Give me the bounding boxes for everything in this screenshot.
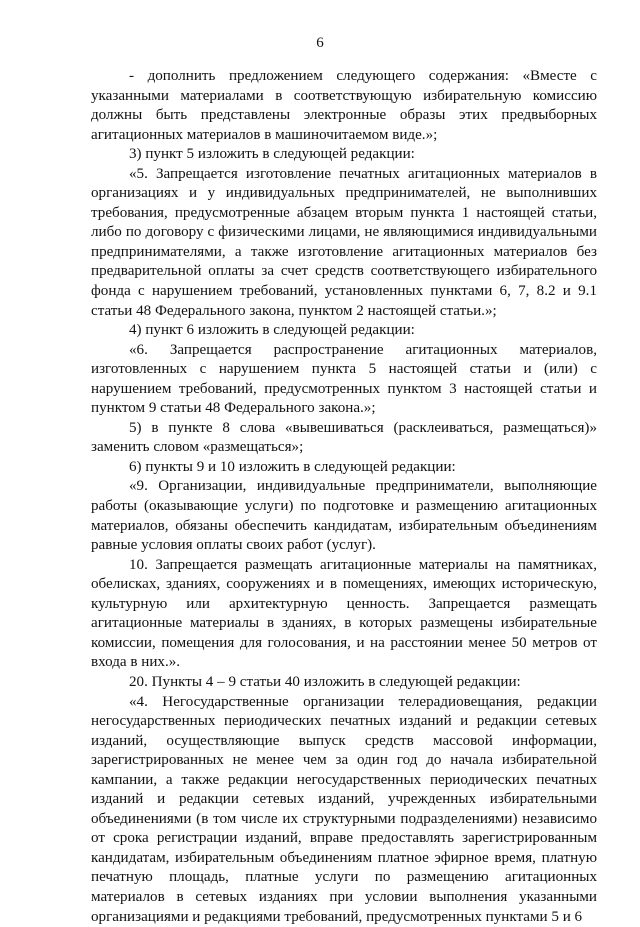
document-body: [91, 67, 597, 927]
paragraph-clause-6: «6. Запрещается распространение агитационных материалов, изготовленных с нарушением пункта 5 настоящей статьи и (или) с нарушением требований, предусмотренных пунктом 3 настоящей статьи и пунктом 9 статьи 48 Федерального закона.»;: [91, 341, 597, 419]
paragraph-clause-5: «5. Запрещается изготовление печатных агитационных материалов в организациях и у индивидуальных предпринимателей, не выполнивших требования, предусмотренные абзацем вторым пункта 1 настоящей статьи, либо по договору с физическими лицами, не являющимися индивидуальными предпринимателями, а также изготовление агитационных материалов без предварительной оплаты за счет средств соответствующего избирательного фонда с нарушением требований, установленных пунктами 6, 7, 8.2 и 9.1 статьи 48 Федерального закона, пунктом 2 настоящей статьи.»;: [91, 165, 597, 321]
page-number: 6: [0, 34, 640, 52]
paragraph-clause-9: «9. Организации, индивидуальные предприниматели, выполняющие работы (оказывающие услуги) по подготовке и размещению агитационных материалов, обязаны обеспечить кандидатам, избирательным объединениям равные условия оплаты своих работ (услуг).: [91, 477, 597, 555]
paragraph-clause-4: «4. Негосударственные организации телерадиовещания, редакции негосударственных периодических печатных изданий и редакции сетевых изданий, осуществляющие выпуск средств массовой информации, зарегистрированных не менее чем за один год до начала избирательной кампании, а также редакции негосударственных периодических печатных изданий и редакции сетевых изданий, учрежденных избирательными объединениями (в том числе их структурными подразделениями) независимо от срока регистрации изданий, вправе предоставлять зарегистрированным кандидатам, избирательным объединениям платное эфирное время, платную печатную площадь, платные услуги по размещению агитационных материалов в сетевых изданиях при условии выполнения указанными организациями и редакциями требований, предусмотренных пунктами 5 и 6: [91, 693, 597, 927]
paragraph-item-6: 6) пункты 9 и 10 изложить в следующей редакции:: [91, 458, 597, 478]
paragraph-clause-10: 10. Запрещается размещать агитационные материалы на памятниках, обелисках, зданиях, сооружениях и в помещениях, имеющих историческую, культурную или архитектурную ценность. Запрещается размещать агитационные материалы в зданиях, в которых размещены избирательные комиссии, помещения для голосования, и на расстоянии менее 50 метров от входа в них.».: [91, 556, 597, 673]
paragraph-amendment-addition: - дополнить предложением следующего содержания: «Вместе с указанными материалами в соответствующую избирательную комиссию должны быть представлены электронные образы этих предвыборных агитационных материалов в машиночитаемом виде.»;: [91, 67, 597, 145]
paragraph-item-4: 4) пункт 6 изложить в следующей редакции:: [91, 321, 597, 341]
paragraph-item-20: 20. Пункты 4 – 9 статьи 40 изложить в следующей редакции:: [91, 673, 597, 693]
paragraph-item-5: 5) в пункте 8 слова «вывешиваться (расклеиваться, размещаться)» заменить словом «размещаться»;: [91, 419, 597, 458]
paragraph-item-3: 3) пункт 5 изложить в следующей редакции:: [91, 145, 597, 165]
